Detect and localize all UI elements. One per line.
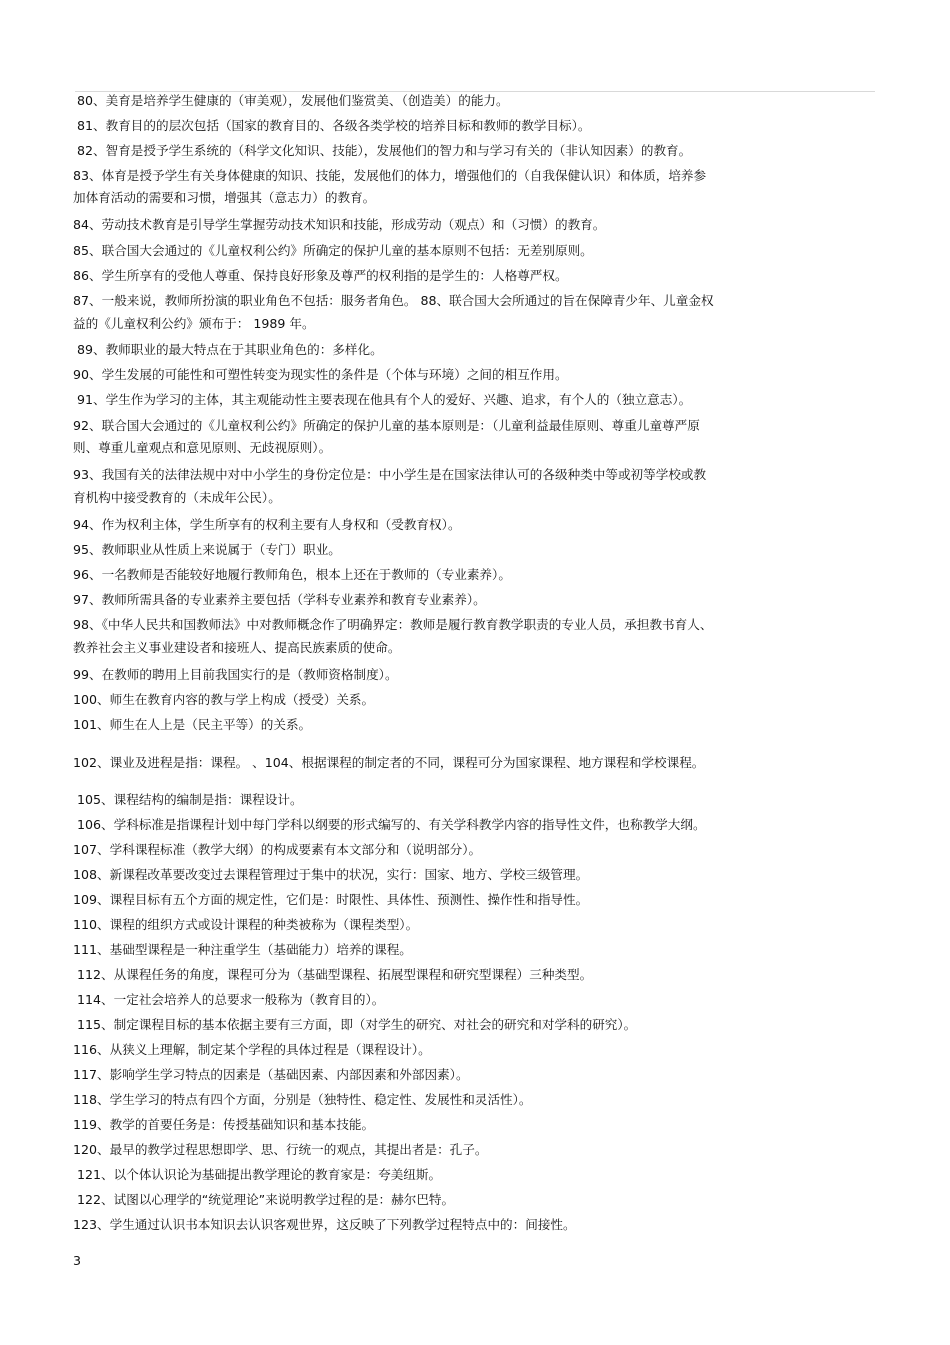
text-line: 92、联合国大会通过的《儿童权利公约》所确定的保护儿童的基本原则是：（儿童利益最佳原则、尊重儿童尊严原	[73, 418, 700, 433]
text-line: 107、学科课程标准（教学大纲）的构成要素有本文部分和（说明部分）。	[73, 842, 482, 857]
text-line: 115、制定课程目标的基本依据主要有三方面，即（对学生的研究、对社会的研究和对学科的研究）。	[77, 1017, 637, 1032]
text-line: 83、体育是授予学生有关身体健康的知识、技能，发展他们的体力，增强他们的（自我保健认识）和体质，培养参	[73, 168, 707, 183]
text-line: 97、教师所需具备的专业素养主要包括（学科专业素养和教育专业素养）。	[73, 592, 486, 607]
text-line: 121、以个体认识论为基础提出教学理论的教育家是：夸美纽斯。	[77, 1167, 442, 1182]
text-line: 85、联合国大会通过的《儿童权利公约》所确定的保护儿童的基本原则不包括：无差别原则。	[73, 243, 593, 258]
text-line: 112、从课程任务的角度，课程可分为（基础型课程、拓展型课程和研究型课程）三种类型。	[77, 967, 593, 982]
text-line: 教养社会主义事业建设者和接班人、提高民族素质的使命。	[73, 640, 401, 655]
text-line: 105、课程结构的编制是指：课程设计。	[77, 792, 303, 807]
text-line: 育机构中接受教育的（未成年公民）。	[73, 490, 281, 505]
text-line: 122、试图以心理学的“统觉理论”来说明教学过程的是：赫尔巴特。	[77, 1192, 455, 1207]
text-line: 98、《中华人民共和国教师法》中对教师概念作了明确界定：教师是履行教育教学职责的专业人员，承担教书育人、	[73, 617, 713, 632]
text-line: 96、一名教师是否能较好地履行教师角色，根本上还在于教师的（专业素养）。	[73, 567, 511, 582]
text-line: 119、教学的首要任务是：传授基础知识和基本技能。	[73, 1117, 375, 1132]
page-number: 3	[73, 1253, 82, 1268]
text-line: 95、教师职业从性质上来说属于（专门）职业。	[73, 542, 341, 557]
text-line: 86、学生所享有的受他人尊重、保持良好形象及尊严的权利指的是学生的：人格尊严权。	[73, 268, 568, 283]
text-line: 114、一定社会培养人的总要求一般称为（教育目的）。	[77, 992, 385, 1007]
text-line: 102、课业及进程是指：课程。 、104、根据课程的制定者的不同，课程可分为国家课程、地方课程和学校课程。	[73, 755, 705, 770]
text-line: 91、学生作为学习的主体，其主观能动性主要表现在他具有个人的爱好、兴趣、追求，有个人的（独立意志）。	[77, 392, 692, 407]
text-line: 116、从狭义上理解，制定某个学程的具体过程是（课程设计）。	[73, 1042, 431, 1057]
text-line: 益的《儿童权利公约》颁布于： 1989 年。	[73, 316, 315, 331]
text-line: 94、作为权利主体，学生所享有的权利主要有人身权和（受教育权）。	[73, 517, 461, 532]
text-line: 81、教育目的的层次包括（国家的教育目的、各级各类学校的培养目标和教师的教学目标）。	[77, 118, 591, 133]
text-line: 117、影响学生学习特点的因素是（基础因素、内部因素和外部因素）。	[73, 1067, 469, 1082]
text-line: 108、新课程改革要改变过去课程管理过于集中的状况，实行：国家、地方、学校三级管理。	[73, 867, 589, 882]
text-line: 99、在教师的聘用上目前我国实行的是（教师资格制度）。	[73, 667, 398, 682]
text-line: 111、基础型课程是一种注重学生（基础能力）培养的课程。	[73, 942, 412, 957]
text-line: 87、一般来说，教师所扮演的职业角色不包括：服务者角色。 88、联合国大会所通过的旨在保障青少年、儿童金权	[73, 293, 714, 308]
text-line: 101、师生在人上是（民主平等）的关系。	[73, 717, 312, 732]
text-line: 加体育活动的需要和习惯，增强其（意志力）的教育。	[73, 190, 376, 205]
text-line: 120、最早的教学过程思想即学、思、行统一的观点，其提出者是：孔子。	[73, 1142, 488, 1157]
text-line: 100、师生在教育内容的教与学上构成（授受）关系。	[73, 692, 375, 707]
text-line: 90、学生发展的可能性和可塑性转变为现实性的条件是（个体与环境）之间的相互作用。	[73, 367, 568, 382]
text-line: 84、劳动技术教育是引导学生掌握劳动技术知识和技能，形成劳动（观点）和（习惯）的教育。	[73, 217, 606, 232]
text-line: 82、智育是授予学生系统的（科学文化知识、技能），发展他们的智力和与学习有关的（非认知因素）的教育。	[77, 143, 692, 158]
header-rule	[75, 91, 875, 92]
text-line: 则、尊重儿童观点和意见原则、无歧视原则）。	[73, 440, 332, 455]
text-line: 110、课程的组织方式或设计课程的种类被称为（课程类型）。	[73, 917, 419, 932]
text-line: 118、学生学习的特点有四个方面，分别是（独特性、稳定性、发展性和灵活性）。	[73, 1092, 532, 1107]
text-line: 109、课程目标有五个方面的规定性，它们是：时限性、具体性、预测性、操作性和指导性。	[73, 892, 589, 907]
text-line: 89、教师职业的最大特点在于其职业角色的：多样化。	[77, 342, 383, 357]
text-line: 93、我国有关的法律法规中对中小学生的身份定位是：中小学生是在国家法律认可的各级种类中等或初等学校或教	[73, 467, 707, 482]
text-line: 123、学生通过认识书本知识去认识客观世界，这反映了下列教学过程特点中的：间接性。	[73, 1217, 576, 1232]
text-line: 106、学科标准是指课程计划中每门学科以纲要的形式编写的、有关学科教学内容的指导性文件，也称教学大纲。	[77, 817, 706, 832]
text-line: 80、美育是培养学生健康的（审美观），发展他们鉴赏美、（创造美）的能力。	[77, 93, 509, 108]
